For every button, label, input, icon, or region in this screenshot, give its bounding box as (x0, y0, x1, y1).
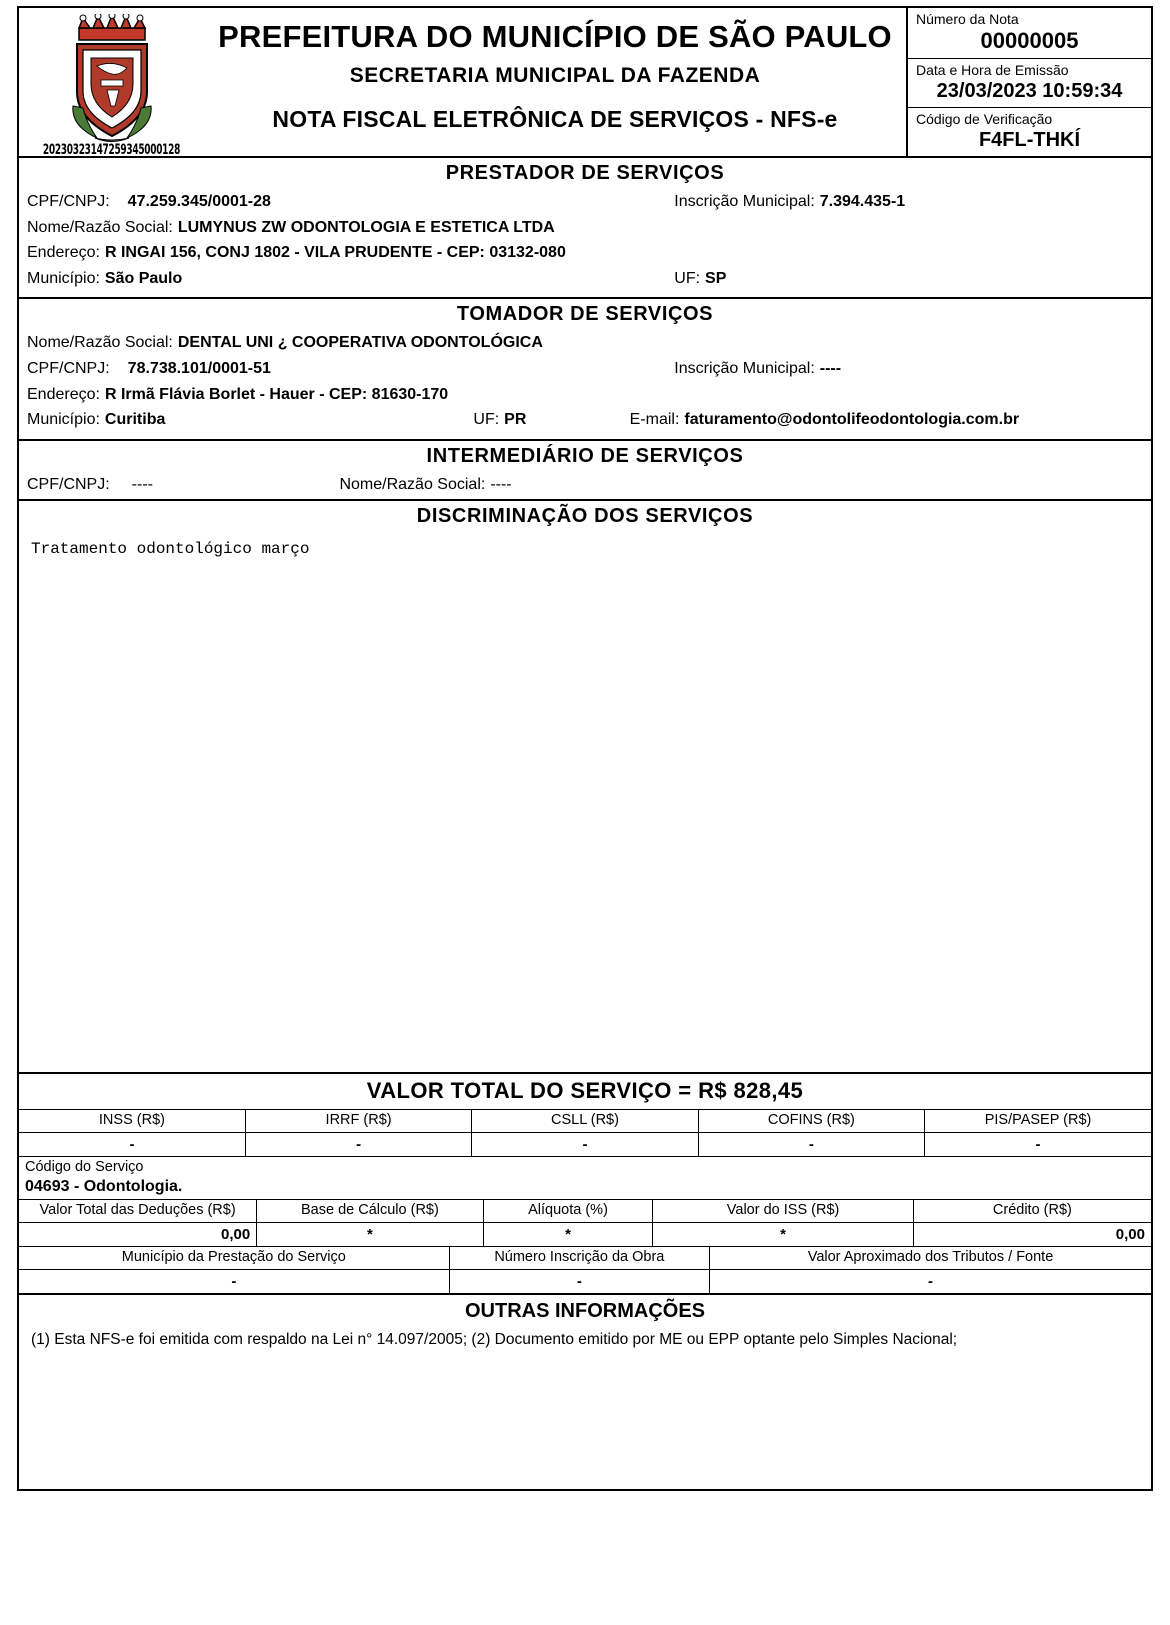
codigo-servico-label: Código do Serviço (25, 1159, 144, 1176)
prestador-municipio-value: São Paulo (104, 269, 183, 287)
calculo-value-base: * (257, 1222, 483, 1247)
tributos-header-irrf: IRRF (R$) (245, 1110, 471, 1132)
calculo-header-credito: Crédito (R$) (913, 1200, 1151, 1222)
prestador-nome-label: Nome/Razão Social: (27, 218, 173, 236)
tomador-inscricao-label: Inscrição Municipal: (674, 359, 815, 377)
nota-number-label: Número da Nota (916, 11, 1019, 27)
obra-table (19, 1247, 1151, 1294)
prestador-uf-value: SP (705, 269, 727, 287)
tributos-value-pis: - (925, 1132, 1151, 1157)
tomador-row-3 (19, 382, 1151, 408)
tomador-uf-label: UF: (473, 411, 500, 429)
obra-value-row (19, 1269, 1151, 1294)
prestador-row-1 (19, 189, 1151, 215)
tomador-municipio-value: Curitiba (104, 411, 166, 429)
tributos-header-row (19, 1110, 1151, 1132)
nota-number-box (908, 8, 1151, 59)
intermediario-nome-label: Nome/Razão Social: (339, 475, 486, 493)
outras-informacoes-section (19, 1294, 1151, 1489)
emission-datetime-label: Data e Hora de Emissão (916, 62, 1069, 79)
subtitle-secretaria: SECRETARIA MUNICIPAL DA FAZENDA (349, 64, 761, 88)
obra-header-municipio: Município da Prestação do Serviço (19, 1247, 449, 1269)
calculo-value-row (19, 1222, 1151, 1247)
subtitle-nfse: NOTA FISCAL ELETRÔNICA DE SERVIÇOS - NFS-e (272, 106, 838, 133)
tomador-endereco-value: R Irmã Flávia Borlet - Hauer - CEP: 81630-170 (104, 385, 449, 403)
tomador-row-1 (19, 330, 1151, 356)
prestador-endereco-value: R INGAI 156, CONJ 1802 - VILA PRUDENTE - CEP: 03132-080 (104, 244, 566, 262)
calculo-value-iss: * (653, 1222, 913, 1247)
obra-value-tributos: - (710, 1269, 1151, 1294)
tomador-nome-label: Nome/Razão Social: (27, 334, 173, 352)
header-meta-cell (906, 8, 1151, 156)
prestador-cnpj-value: 47.259.345/0001-28 (127, 193, 271, 210)
obra-value-municipio: - (19, 1269, 449, 1294)
tributos-value-inss: - (19, 1132, 245, 1157)
nota-number-value: 00000005 (980, 27, 1079, 53)
outras-informacoes-title: OUTRAS INFORMAÇÕES (19, 1294, 1151, 1327)
page-title: PREFEITURA DO MUNICÍPIO DE SÃO PAULO (218, 19, 892, 54)
discriminacao-title: DISCRIMINAÇÃO DOS SERVIÇOS (416, 505, 754, 528)
prestador-inscricao-value: 7.394.435-1 (819, 193, 906, 210)
tributos-header-cofins: COFINS (R$) (698, 1110, 924, 1132)
obra-header-inscricao: Número Inscrição da Obra (449, 1247, 709, 1269)
discriminacao-text: Tratamento odontológico março (31, 540, 310, 559)
prestador-row-4 (19, 266, 1151, 292)
tomador-cnpj-value: 78.738.101/0001-51 (127, 359, 271, 377)
outras-informacoes-text: (1) Esta NFS-e foi emitida com respaldo na Lei n° 14.097/2005; (2) Documento emitido por ME ou EPP optante pelo Simples Nacional; (31, 1331, 958, 1349)
intermediario-row-1 (19, 472, 1151, 498)
verification-code-box (908, 108, 1151, 156)
intermediario-cnpj-label: CPF/CNPJ: (27, 475, 110, 493)
tributos-value-irrf: - (245, 1132, 471, 1157)
tomador-section (19, 299, 1151, 440)
tomador-uf-value: PR (504, 411, 527, 429)
title-cell (204, 8, 906, 156)
prestador-uf-label: UF: (674, 269, 701, 287)
nfse-document (17, 6, 1153, 1491)
codigo-servico-row (19, 1157, 1151, 1200)
tomador-email-label: E-mail: (629, 411, 680, 429)
emission-datetime-box (908, 59, 1151, 108)
barcode-number: 20230323147259345000128 (42, 143, 181, 159)
prestador-title: PRESTADOR DE SERVIÇOS (445, 162, 725, 184)
tomador-row-2 (19, 356, 1151, 382)
calculo-value-deducoes: 0,00 (19, 1222, 257, 1247)
prestador-section (19, 158, 1151, 299)
obra-header-row (19, 1247, 1151, 1269)
tomador-email-value: faturamento@odontolifeodontologia.com.br (684, 411, 1020, 429)
tomador-municipio-label: Município: (27, 411, 100, 429)
codigo-servico-cell (19, 1157, 1151, 1200)
tributos-header-csll: CSLL (R$) (472, 1110, 698, 1132)
calculo-value-aliquota: * (483, 1222, 653, 1247)
tomador-title: TOMADOR DE SERVIÇOS (456, 303, 714, 326)
obra-value-inscricao: - (449, 1269, 709, 1294)
intermediario-title: INTERMEDIÁRIO DE SERVIÇOS (426, 444, 744, 467)
tomador-nome-value: DENTAL UNI ¿ COOPERATIVA ODONTOLÓGICA (177, 334, 543, 352)
tomador-endereco-label: Endereço: (27, 385, 100, 403)
calculo-header-iss: Valor do ISS (R$) (653, 1200, 913, 1222)
tributos-value-cofins: - (698, 1132, 924, 1157)
verification-code-label: Código de Verificação (916, 110, 1053, 127)
calculo-table (19, 1200, 1151, 1247)
tributos-header-pis: PIS/PASEP (R$) (925, 1110, 1151, 1132)
verification-code-value: F4FL-THKÍ (978, 128, 1081, 151)
prestador-inscricao-label: Inscrição Municipal: (674, 193, 815, 210)
calculo-header-base: Base de Cálculo (R$) (257, 1200, 483, 1222)
codigo-servico-value: 04693 - Odontologia. (25, 1177, 183, 1195)
calculo-header-deducoes: Valor Total das Deduções (R$) (19, 1200, 257, 1222)
prestador-municipio-label: Município: (27, 269, 100, 287)
prestador-cnpj-label: CPF/CNPJ: (27, 193, 110, 210)
prestador-nome-value: LUMYNUS ZW ODONTOLOGIA E ESTETICA LTDA (177, 218, 555, 236)
codigo-servico-table (19, 1157, 1151, 1200)
prestador-endereco-label: Endereço: (27, 244, 100, 262)
obra-header-tributos: Valor Aproximado dos Tributos / Fonte (710, 1247, 1151, 1269)
calculo-header-aliquota: Alíquota (%) (483, 1200, 653, 1222)
logo-cell (19, 8, 204, 159)
calculo-header-row (19, 1200, 1151, 1222)
tributos-value-row (19, 1132, 1151, 1157)
emission-datetime-value: 23/03/2023 10:59:34 (936, 79, 1123, 102)
prestador-row-2 (19, 215, 1151, 241)
tributos-value-csll: - (472, 1132, 698, 1157)
tomador-cnpj-label: CPF/CNPJ: (27, 359, 110, 377)
sao-paulo-coat-of-arms-icon (57, 14, 167, 144)
discriminacao-section (19, 501, 1151, 1072)
tomador-row-4 (19, 407, 1151, 433)
tributos-header-inss: INSS (R$) (19, 1110, 245, 1132)
tributos-table (19, 1110, 1151, 1157)
prestador-row-3 (19, 240, 1151, 266)
calculo-value-credito: 0,00 (913, 1222, 1151, 1247)
tomador-inscricao-value: ---- (819, 359, 842, 377)
intermediario-cnpj-value: ---- (131, 475, 153, 493)
valor-total-servico: VALOR TOTAL DO SERVIÇO = R$ 828,45 (19, 1072, 1151, 1110)
intermediario-section (19, 441, 1151, 502)
intermediario-nome-value: ---- (490, 475, 512, 493)
document-header (19, 8, 1151, 158)
